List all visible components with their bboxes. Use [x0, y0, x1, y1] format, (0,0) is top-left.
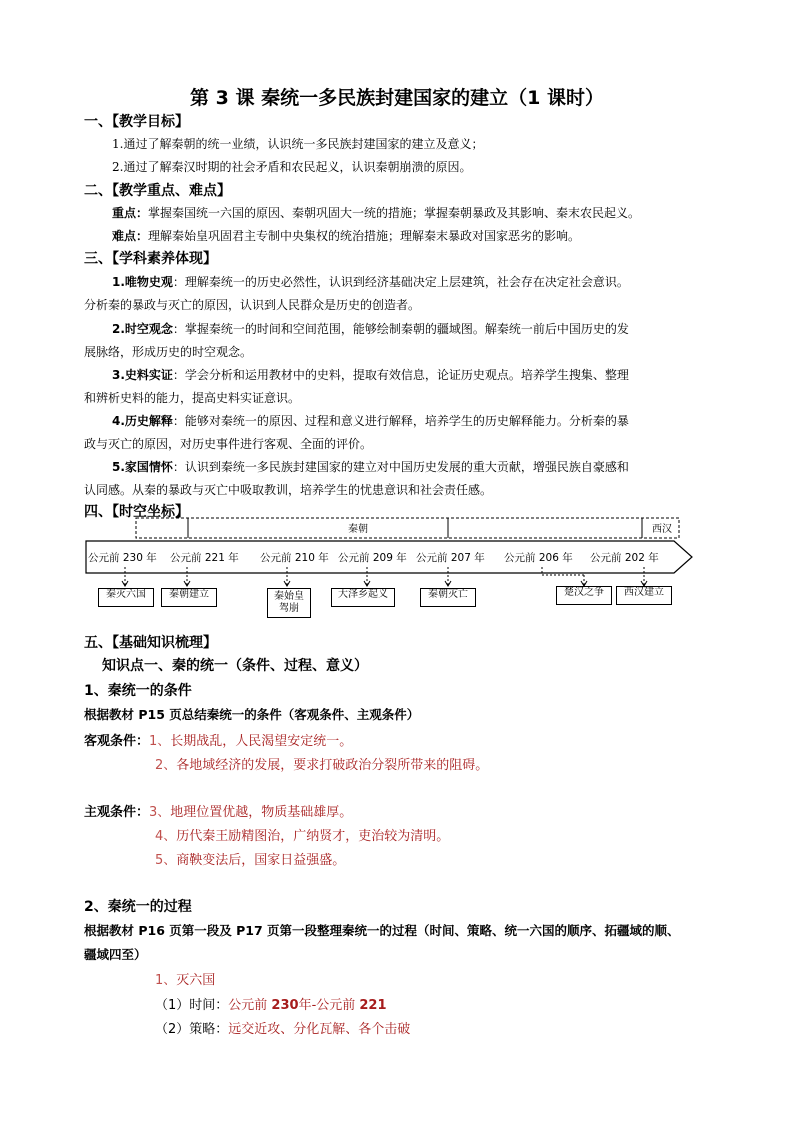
strategy-label: （2）策略：	[155, 1022, 229, 1037]
literacy-3-line-2: 和辨析史料的能力，提高史料实证意识。	[84, 391, 301, 405]
subjective-conditions-line-1	[84, 801, 352, 820]
subjective-num-2: 4、	[155, 829, 177, 844]
objective-text-2: 各地域经济的发展，要求打破政治分裂所带来的阻碍。	[176, 758, 489, 773]
objective-num-2: 2、	[155, 758, 177, 773]
literacy-4-text-1: ：能够对秦统一的原因、过程和意义进行解释，培养学生的历史解释能力。分析秦的暴	[172, 414, 629, 428]
date-202: 公元前 202 年	[590, 552, 659, 564]
objective-conditions-line-2	[155, 754, 488, 773]
strategy-text: 远交近攻、分化瓦解、各个击破	[228, 1022, 411, 1037]
difficulty-line	[112, 227, 580, 244]
section-4-heading: 四、【时空坐标】	[84, 504, 189, 520]
period-western-han: 西汉	[652, 524, 672, 535]
subjective-text-1: 地理位置优越，物质基础雄厚。	[170, 805, 353, 820]
subjective-text-2: 历代秦王励精图治，广纳贤才，吏治较为清明。	[176, 829, 450, 844]
literacy-4-label: 4.历史解释	[112, 414, 173, 428]
focus-label: 重点：	[112, 206, 149, 220]
objective-item-2: 2.通过了解秦汉时期的社会矛盾和农民起义，认识秦朝崩溃的原因。	[112, 160, 472, 174]
literacy-5-line-1	[112, 458, 629, 475]
objective-item-1: 1.通过了解秦朝的统一业绩，认识统一多民族封建国家的建立及意义；	[112, 137, 484, 151]
event-emperor-death-line-1: 秦始皇	[274, 591, 304, 602]
literacy-3-label: 3.史料实证	[112, 368, 173, 382]
event-dazexiang-uprising: 大泽乡起义	[331, 588, 395, 607]
process-time-line	[155, 994, 387, 1013]
knowledge-point-1: 知识点一、秦的统一（条件、过程、意义）	[102, 658, 368, 674]
subheading-process: 2、秦统一的过程	[84, 899, 192, 915]
process-item-1	[155, 969, 215, 988]
prompt-process-line-1: 根据教材 P16 页第一段及 P17 页第一段整理秦统一的过程（时间、策略、统一六国的顺序、拓疆域的顺、	[84, 923, 680, 938]
literacy-5-label: 5.家国情怀	[112, 460, 173, 474]
subjective-conditions-line-3	[155, 849, 345, 868]
literacy-1-line-2: 分析秦的暴政与灭亡的原因，认识到人民群众是历史的创造者。	[84, 298, 421, 312]
time-prefix: 公元前	[228, 998, 272, 1013]
time-label: （1）时间：	[155, 998, 229, 1013]
section-5-heading: 五、【基础知识梳理】	[84, 635, 217, 651]
date-207: 公元前 207 年	[416, 552, 485, 564]
literacy-4-line-2: 政与灭亡的原因，对历史事件进行客观、全面的评价。	[84, 437, 373, 451]
process-strategy-line	[155, 1018, 410, 1037]
section-1-heading: 一、【教学目标】	[84, 114, 189, 130]
difficulty-text: 理解秦始皇巩固君主专制中央集权的统治措施；理解秦末暴政对国家恶劣的影响。	[148, 229, 581, 243]
prompt-process-line-2: 疆域四至）	[84, 947, 147, 962]
section-3-heading: 三、【学科素养体现】	[84, 251, 217, 267]
section-2-heading: 二、【教学重点、难点】	[84, 183, 231, 199]
process-item-1-num: 1、	[155, 973, 177, 988]
objective-conditions-line-1	[84, 730, 352, 749]
date-230: 公元前 230 年	[88, 552, 157, 564]
time-end: 221	[359, 998, 387, 1013]
subjective-num-1: 3、	[149, 805, 171, 820]
prompt-conditions: 根据教材 P15 页总结秦统一的条件（客观条件、主观条件）	[84, 707, 420, 722]
literacy-5-line-2: 认同感。从秦的暴政与灭亡中吸取教训，培养学生的忧患意识和社会责任感。	[84, 483, 493, 497]
objective-label: 客观条件：	[84, 734, 150, 749]
literacy-1-text-1: ：理解秦统一的历史必然性，认识到经济基础决定上层建筑，社会存在决定社会意识。	[172, 275, 629, 289]
date-210: 公元前 210 年	[260, 552, 329, 564]
subjective-conditions-line-2	[155, 825, 449, 844]
literacy-2-text-1: ：掌握秦统一的时间和空间范围，能够绘制秦朝的疆域图。解秦统一前后中国历史的发	[172, 322, 629, 336]
literacy-3-text-1: ：学会分析和运用教材中的史料，提取有效信息，论证历史观点。培养学生搜集、整理	[172, 368, 629, 382]
subjective-label: 主观条件：	[84, 805, 150, 820]
time-middle: 年-公元前	[298, 998, 360, 1013]
objective-text-1: 长期战乱，人民渴望安定统一。	[170, 734, 353, 749]
event-qin-founded: 秦朝建立	[161, 588, 217, 607]
date-206: 公元前 206 年	[504, 552, 573, 564]
event-chu-han-contention: 楚汉之争	[556, 586, 612, 605]
date-221: 公元前 221 年	[170, 552, 239, 564]
date-209: 公元前 209 年	[338, 552, 407, 564]
event-western-han-founded: 西汉建立	[616, 586, 672, 605]
literacy-2-label: 2.时空观念	[112, 322, 173, 336]
literacy-1-label: 1.唯物史观	[112, 275, 173, 289]
event-qin-falls: 秦朝灭亡	[420, 588, 476, 607]
literacy-2-line-2: 展脉络，形成历史的时空观念。	[84, 345, 253, 359]
time-start: 230	[271, 998, 299, 1013]
subjective-text-3: 商鞅变法后，国家日益强盛。	[176, 853, 346, 868]
literacy-2-line-1	[112, 320, 629, 337]
literacy-5-text-1: ：认识到秦统一多民族封建国家的建立对中国历史发展的重大贡献，增强民族自豪感和	[172, 460, 629, 474]
event-qin-conquers: 秦灭六国	[98, 588, 154, 607]
subjective-num-3: 5、	[155, 853, 177, 868]
difficulty-label: 难点：	[112, 229, 149, 243]
event-emperor-death-line-2: 驾崩	[279, 603, 299, 614]
process-item-1-text: 灭六国	[176, 973, 216, 988]
focus-text: 掌握秦国统一六国的原因、秦朝巩固大一统的措施；掌握秦朝暴政及其影响、秦末农民起义。	[148, 206, 641, 220]
literacy-1-line-1	[112, 273, 629, 290]
period-band	[136, 518, 679, 538]
objective-num-1: 1、	[149, 734, 171, 749]
page-title: 第 3 课 秦统一多民族封建国家的建立（1 课时）	[190, 87, 604, 109]
subheading-conditions: 1、秦统一的条件	[84, 683, 192, 699]
period-qin: 秦朝	[348, 524, 368, 535]
literacy-4-line-1	[112, 412, 629, 429]
literacy-3-line-1	[112, 366, 629, 383]
event-emperor-death	[267, 588, 311, 618]
focus-line	[112, 204, 640, 221]
